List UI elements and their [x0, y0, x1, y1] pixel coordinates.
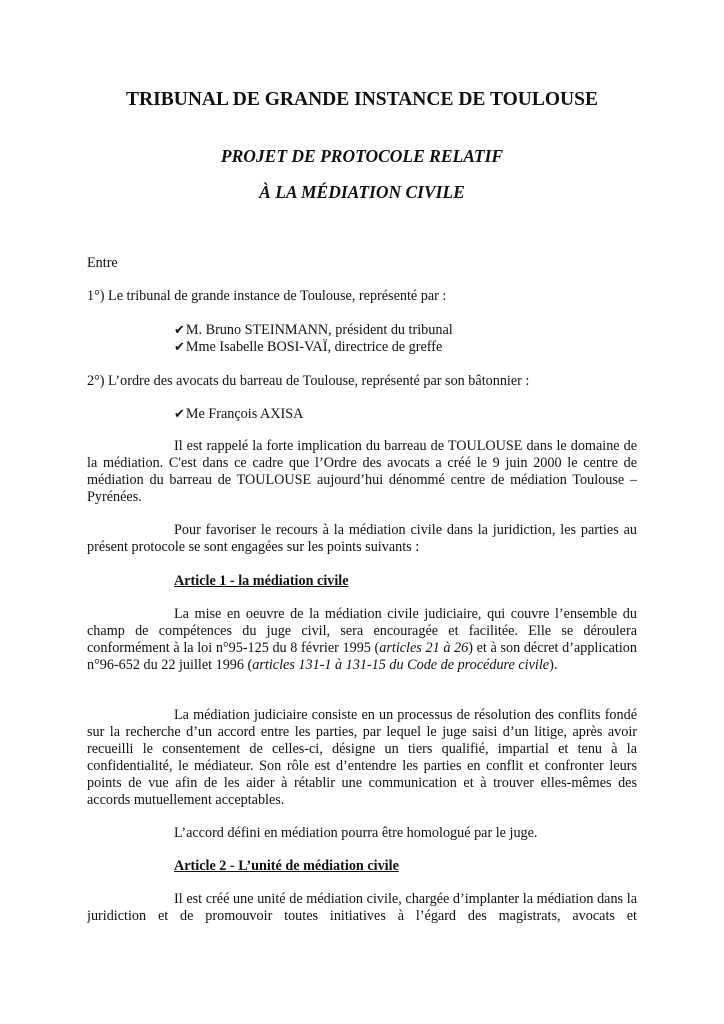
- article-1-paragraph: L’accord défini en médiation pourra être homologué par le juge.: [174, 825, 538, 841]
- article-2-heading: Article 2 - L’unité de médiation civile: [174, 858, 399, 874]
- party-1-representative: ✔Mme Isabelle BOSI-VAÏ, directrice de greffe: [174, 339, 443, 355]
- document-subtitle-line-2: À LA MÉDIATION CIVILE: [259, 182, 465, 202]
- party-1-representative: ✔M. Bruno STEINMANN, président du tribunal: [174, 322, 453, 338]
- article-1-paragraph: La médiation judiciaire consiste en un processus de résolution des conflits fondé sur la recherche d’un accord entre les parties, par lequel le juge saisi d’un litige, après avoir recueilli le consentement de celles-ci, désigne un tiers qualifié, impartial et tenu à la confidentialité, le médiateur. Son rôle est d’entendre les parties en conflit et confronter leurs points de vue afin de les aider à rétablir une communication et à trouver elles-mêmes des accords mutuellement acceptables.: [87, 707, 637, 808]
- party-1-intro: 1°) Le tribunal de grande instance de Toulouse, représenté par :: [87, 288, 447, 304]
- intro-paragraph: Pour favoriser le recours à la médiation civile dans la juridiction, les parties au présent protocole se sont engagées sur les points suivants :: [87, 522, 637, 555]
- intro-paragraph: Il est rappelé la forte implication du barreau de TOULOUSE dans le domaine de la médiation. C'est dans ce cadre que l’Ordre des avocats a créé le 9 juin 2000 le centre de médiation du barreau de TOULOUSE aujourd’hui dénommé centre de médiation Toulouse – Pyrénées.: [87, 438, 637, 505]
- party-2-representative: ✔Me François AXISA: [174, 406, 304, 422]
- article-1-paragraph: La mise en oeuvre de la médiation civile judiciaire, qui couvre l’ensemble du champ de compétences du juge civil, sera encouragée et facilitée. Elle se déroulera conformément à la loi n°95-125 du 8 février 1995 (articles 21 à 26) et à son décret d’application n°96-652 du 22 juillet 1996 (articles 131-1 à 131-15 du Code de procédure civile).: [87, 606, 637, 673]
- document-subtitle-line-1: PROJET DE PROTOCOLE RELATIF: [220, 146, 504, 166]
- checkmark-icon: ✔: [174, 322, 185, 337]
- checkmark-icon: ✔: [174, 339, 185, 354]
- party-2-intro: 2°) L’ordre des avocats du barreau de Toulouse, représenté par son bâtonnier :: [87, 373, 530, 389]
- entre-label: Entre: [87, 255, 118, 271]
- checkmark-icon: ✔: [174, 406, 185, 421]
- page-title: TRIBUNAL DE GRANDE INSTANCE DE TOULOUSE: [126, 89, 598, 110]
- article-2-paragraph: Il est créé une unité de médiation civile, chargée d’implanter la médiation dans la juridiction et de promouvoir toutes initiatives à l’égard des magistrats, avocats et: [87, 891, 637, 924]
- article-1-heading: Article 1 - la médiation civile: [174, 573, 349, 589]
